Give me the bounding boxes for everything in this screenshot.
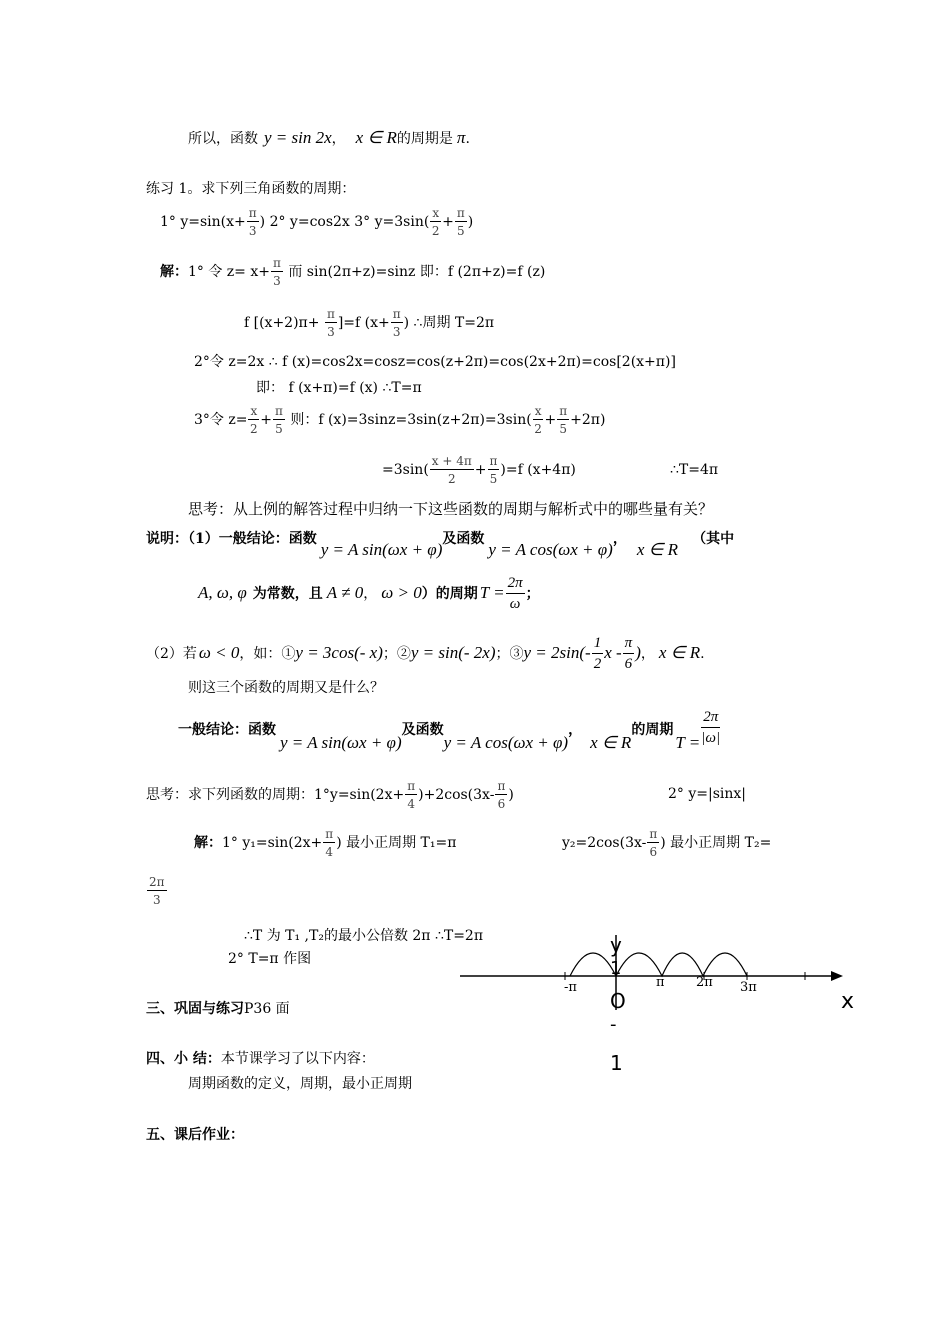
fraction: $\frac{2\pi}{|\omega|}$ bbox=[701, 709, 721, 746]
fraction: $\frac{\pi}{6}$ bbox=[497, 779, 506, 811]
tick-label-minus: - bbox=[610, 1014, 617, 1035]
tick-label-minus-one: 1 bbox=[610, 1051, 623, 1075]
x-axis-label: x bbox=[841, 989, 855, 1014]
fraction: $\frac{\pi}{3}$ bbox=[326, 307, 335, 339]
fraction: $\frac{\pi}{5}$ bbox=[559, 404, 568, 436]
solution-4-lcm: ∴T 为 T₁ ,T₂的最小公倍数 2π ∴T=2π bbox=[244, 928, 484, 944]
think-question-2: 思考：求下列函数的周期：1°y=sin(2x+ $\frac{\pi}{4}$ )+2cos(3x- $\frac{\pi}{6}$ ) bbox=[146, 779, 514, 811]
exercise-1-items: 1° y=sin(x+ $\frac{\pi}{3}$ ) 2° y=cos2x 3° y=3sin( $\frac{x}{2}$ + $\frac{\pi}{5}$ ) bbox=[160, 206, 474, 238]
tick-label: 3π bbox=[740, 980, 757, 995]
origin-label: O bbox=[610, 989, 626, 1013]
note-2: （2）若 ω < 0，如：①y = 3cos(- x)；②y = sin(- 2x)；③y = 2sin(- $\frac{1}{2}$ x - $\frac{\pi}{6}$ )， x ∈ R. bbox=[146, 635, 705, 672]
think-question-1: 思考：从上例的解答过程中归纳一下这些函数的周期与解析式中的哪些量有关？ bbox=[188, 500, 714, 518]
formula-y-sin2x: y = sin 2x bbox=[264, 128, 332, 147]
solution-3-result: ∴T=4π bbox=[670, 462, 719, 478]
solution-1: 解：1° 令 z= x+ $\frac{\pi}{3}$ 而 sin(2π+z)=sinz 即：f (2π+z)=f (z) bbox=[160, 256, 546, 288]
fraction: $\frac{\pi}{6}$ bbox=[624, 635, 633, 672]
conclusion-line: 所以，函数 y = sin 2x， x ∈ R的周期是 π. bbox=[188, 128, 470, 147]
fraction: $\frac{2\pi}{3}$ bbox=[149, 875, 165, 907]
solution-4-part-3: 2° T=π 作图 bbox=[228, 951, 312, 967]
fraction: $\frac{\pi}{5}$ bbox=[456, 206, 465, 238]
think-question-2-part-2: 2° y=|sinx| bbox=[668, 786, 747, 802]
section-4-items: 周期函数的定义，周期，最小正周期 bbox=[188, 1076, 412, 1092]
abs-sin-curve bbox=[570, 953, 747, 976]
fraction: $\frac{x + 4\pi}{2}$ bbox=[431, 454, 472, 486]
fraction: $\frac{\pi}{6}$ bbox=[649, 827, 658, 859]
fraction: $\frac{x}{2}$ bbox=[250, 404, 258, 436]
fraction: $\frac{\pi}{3}$ bbox=[273, 256, 281, 288]
note-1-line-2: A, ω, φ 为常数，且 A ≠ 0， ω > 0）的周期 T = $\frac{2\pi}{\omega}$ ； bbox=[198, 575, 540, 612]
fraction: $\frac{\pi}{5}$ bbox=[274, 404, 283, 436]
solution-2-line-1: 2°令 z=2x ∴ f (x)=cos2x=cosz=cos(z+2π)=cos(2x+2π)=cos[2(x+π)] bbox=[194, 354, 676, 370]
section-5: 五、课后作业： bbox=[146, 1127, 244, 1143]
tick-label-one: 1 bbox=[610, 958, 622, 979]
fraction: $\frac{\pi}{3}$ bbox=[248, 206, 257, 238]
exercise-1-title: 练习 1。求下列三角函数的周期： bbox=[146, 181, 356, 197]
solution-2-line-2: 即： f (x+π)=f (x) ∴T=π bbox=[256, 380, 422, 396]
note-2-question: 则这三个函数的周期又是什么？ bbox=[188, 680, 384, 696]
section-3: 三、巩固与练习P36 面 bbox=[146, 1001, 290, 1017]
solution-3-line-2: =3sin( $\frac{x + 4\pi}{2}$ + $\frac{\pi}{5}$ )=f (x+4π) bbox=[382, 454, 576, 486]
note-1: 说明：（1）一般结论：函数y = A sin(ωx + φ)及函数y = A cos(ωx + φ)，x ∈ R（其中 bbox=[146, 531, 735, 559]
tick-label: 2π bbox=[696, 975, 713, 990]
x-axis-arrow-icon bbox=[831, 971, 843, 981]
fraction: $\frac{\pi}{5}$ bbox=[489, 454, 498, 486]
fraction: $\frac{x}{2}$ bbox=[431, 206, 440, 238]
fraction: $\frac{1}{2}$ bbox=[593, 635, 602, 672]
solution-4-t2 bbox=[146, 876, 168, 906]
section-4: 四、小 结：本节课学习了以下内容： bbox=[146, 1051, 375, 1067]
fraction: $\frac{2\pi}{\omega}$ bbox=[507, 575, 523, 612]
solution-1-line-2: f [(x+2)π+ $\frac{\pi}{3}$ ]=f (x+ $\frac{\pi}{3}$ ) ∴周期 T=2π bbox=[244, 307, 495, 339]
tick-label: π bbox=[656, 975, 665, 990]
solution-4-part-2: y₂=2cos(3x- $\frac{\pi}{6}$ ) 最小正周期 T₂= bbox=[562, 827, 772, 859]
general-conclusion: 一般结论：函数y = A sin(ωx + φ)及函数y = A cos(ωx + φ)，x ∈ R的周期T = $\frac{2\pi}{|\omega|}$ bbox=[178, 709, 721, 752]
solution-3-line-1: 3°令 z= $\frac{x}{2}$ + $\frac{\pi}{5}$ 则：f (x)=3sinz=3sin(z+2π)=3sin( $\frac{x}{2}$ + $\frac{\pi}{5}$ +2π) bbox=[194, 404, 606, 436]
solution-4-part-1: 解：1° y₁=sin(2x+ $\frac{\pi}{4}$ ) 最小正周期 T₁=π bbox=[194, 827, 457, 859]
fraction: $\frac{\pi}{4}$ bbox=[407, 779, 416, 811]
abs-sin-graph bbox=[455, 930, 875, 1080]
tick-label: -π bbox=[564, 980, 577, 995]
fraction: $\frac{\pi}{4}$ bbox=[325, 827, 334, 859]
y-axis-label: y bbox=[610, 933, 622, 957]
fraction: $\frac{\pi}{3}$ bbox=[392, 307, 401, 339]
fraction: $\frac{x}{2}$ bbox=[534, 404, 542, 436]
